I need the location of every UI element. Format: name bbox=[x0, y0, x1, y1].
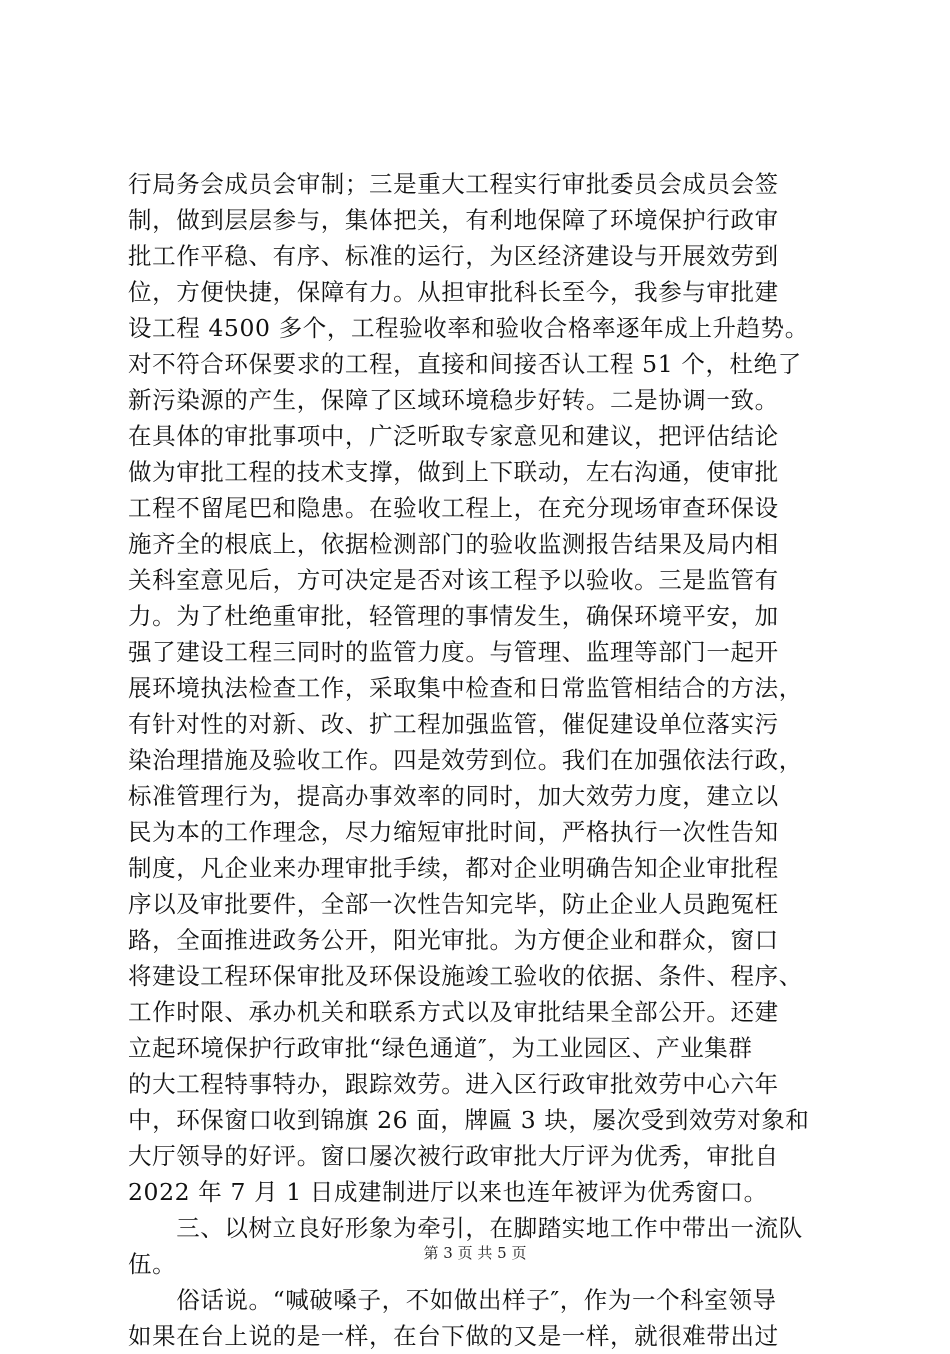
text-line: 在具体的审批事项中，广泛听取专家意见和建议，把评估结论 bbox=[128, 422, 779, 450]
text-line: 行局务会成员会审制；三是重大工程实行审批委员会成员会签 bbox=[128, 170, 779, 198]
text-line: 工程不留尾巴和隐患。在验收工程上，在充分现场审查环保设 bbox=[128, 494, 779, 522]
text-line: 设工程 4500 多个，工程验收率和验收合格率逐年成上升趋势。 bbox=[128, 314, 809, 342]
text-line: 序以及审批要件，全部一次性告知完毕，防止企业人员跑冤枉 bbox=[128, 890, 779, 918]
text-line: 做为审批工程的技术支撑，做到上下联动，左右沟通，使审批 bbox=[128, 458, 779, 486]
text-line: 俗话说。“喊破嗓子，不如做出样子″，作为一个科室领导 bbox=[128, 1286, 777, 1314]
text-line: 位，方便快捷，保障有力。从担审批科长至今，我参与审批建 bbox=[128, 278, 779, 306]
text-line: 标准管理行为，提高办事效率的同时，加大效劳力度，建立以 bbox=[128, 782, 779, 810]
text-line: 工作时限、承办机关和联系方式以及审批结果全部公开。还建 bbox=[128, 998, 779, 1026]
text-line: 的大工程特事特办，跟踪效劳。进入区行政审批效劳中心六年 bbox=[128, 1070, 779, 1098]
text-line: 中，环保窗口收到锦旗 26 面，牌匾 3 块，屡次受到效劳对象和 bbox=[128, 1106, 810, 1134]
text-line: 力。为了杜绝重审批，轻管理的事情发生，确保环境平安，加 bbox=[128, 602, 779, 630]
text-line: 批工作平稳、有序、标准的运行，为区经济建设与开展效劳到 bbox=[128, 242, 779, 270]
text-line: 有针对性的对新、改、扩工程加强监管，催促建设单位落实污 bbox=[128, 710, 779, 738]
text-line: 三、以树立良好形象为牵引，在脚踏实地工作中带出一流队 bbox=[128, 1214, 803, 1242]
text-line: 制度，凡企业来办理审批手续，都对企业明确告知企业审批程 bbox=[128, 854, 779, 882]
text-line: 伍。 bbox=[128, 1250, 177, 1278]
text-line: 2022 年 7 月 1 日成建制进厅以来也连年被评为优秀窗口。 bbox=[128, 1178, 768, 1206]
text-line: 展环境执法检查工作，采取集中检查和日常监管相结合的方法， bbox=[128, 674, 803, 702]
body-text bbox=[128, 166, 834, 1354]
page-footer: 第 3 页 共 5 页 bbox=[423, 1244, 527, 1262]
text-line: 施齐全的根底上，依据检测部门的验收监测报告结果及局内相 bbox=[128, 530, 779, 558]
text-line: 路，全面推进政务公开，阳光审批。为方便企业和群众，窗口 bbox=[128, 926, 779, 954]
text-line: 关科室意见后，方可决定是否对该工程予以验收。三是监管有 bbox=[128, 566, 779, 594]
text-line: 制，做到层层参与，集体把关，有利地保障了环境保护行政审 bbox=[128, 206, 779, 234]
text-line: 强了建设工程三同时的监管力度。与管理、监理等部门一起开 bbox=[128, 638, 779, 666]
text-line: 立起环境保护行政审批“绿色通道″，为工业园区、产业集群 bbox=[128, 1034, 753, 1062]
text-line: 新污染源的产生，保障了区域环境稳步好转。二是协调一致。 bbox=[128, 386, 779, 414]
text-line: 大厅领导的好评。窗口屡次被行政审批大厅评为优秀，审批自 bbox=[128, 1142, 779, 1170]
text-line: 将建设工程环保审批及环保设施竣工验收的依据、条件、程序、 bbox=[128, 962, 803, 990]
text-line: 染治理措施及验收工作。四是效劳到位。我们在加强依法行政， bbox=[128, 746, 803, 774]
text-line: 对不符合环保要求的工程，直接和间接否认工程 51 个，杜绝了 bbox=[128, 350, 802, 378]
text-line: 民为本的工作理念，尽力缩短审批时间，严格执行一次性告知 bbox=[128, 818, 779, 846]
text-line: 如果在台上说的是一样，在台下做的又是一样，就很难带出过 bbox=[128, 1322, 779, 1350]
